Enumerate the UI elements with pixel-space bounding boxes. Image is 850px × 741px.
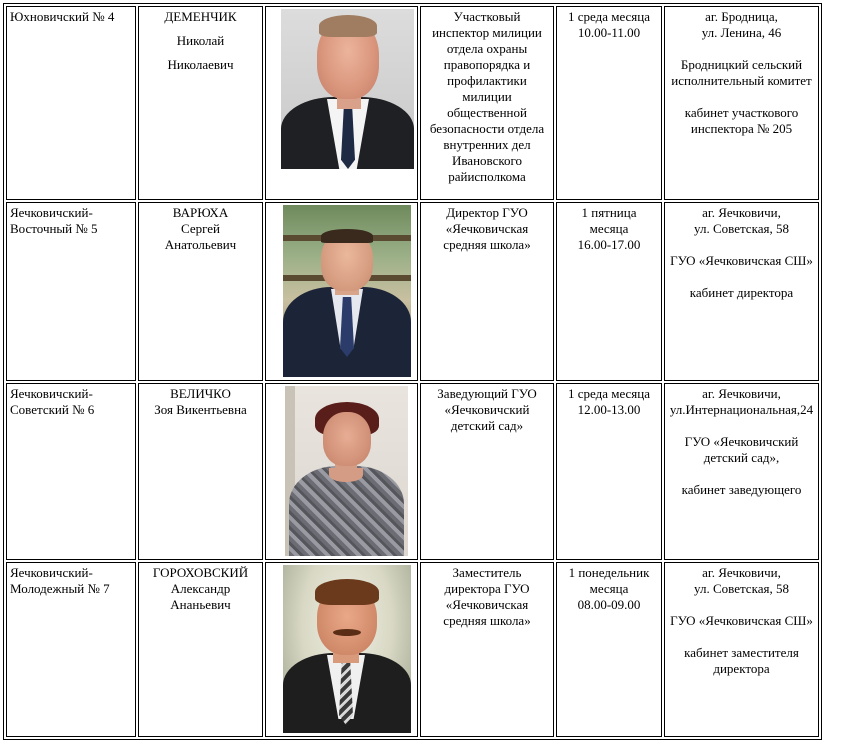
place-organization: Бродницкий сельский исполнительный комитет <box>671 57 812 88</box>
reception-day: 1 среда месяца <box>567 9 651 24</box>
reception-period: месяца <box>589 221 629 236</box>
deputy-reception-table <box>3 3 822 740</box>
district-name: Юхновичский № 4 <box>10 9 115 24</box>
reception-day: 1 среда месяца <box>567 386 651 401</box>
place-organization: ГУО «Яечковичская СШ» <box>670 253 813 268</box>
district-cell <box>6 202 136 381</box>
photo-cell <box>265 562 418 737</box>
schedule-cell <box>556 562 662 737</box>
place-settlement: аг. Яечковичи, <box>702 565 781 580</box>
table-row <box>6 562 819 737</box>
photo-cell <box>265 6 418 200</box>
reception-day: 1 понедельник <box>568 565 650 580</box>
first-and-patronymic: Зоя Викентьевна <box>154 402 247 417</box>
table-row <box>6 6 819 200</box>
position-text: Участковый инспектор милиции отдела охраны правопорядка и профилактики милиции общественной безопасности отдела внутренних дел Ивановского райисполкома <box>429 9 545 184</box>
deputy-photo <box>285 386 408 556</box>
reception-hours: 16.00-17.00 <box>577 237 641 252</box>
place-street: ул. Ленина, 46 <box>701 25 782 40</box>
schedule-cell <box>556 202 662 381</box>
first-name: Сергей <box>181 221 220 236</box>
patronymic: Николаевич <box>167 57 234 72</box>
name-cell <box>138 6 263 200</box>
district-name: Яечковичский-Советский № 6 <box>10 386 95 417</box>
first-name: Александр <box>170 581 231 596</box>
position-cell <box>420 562 554 737</box>
position-text: Директор ГУО «Яечковичская средняя школа» <box>443 205 531 252</box>
table-row <box>6 383 819 560</box>
surname: ГОРОХОВСКИЙ <box>152 565 249 580</box>
district-cell <box>6 6 136 200</box>
name-cell <box>138 202 263 381</box>
place-settlement: аг. Яечковичи, <box>702 205 781 220</box>
district-name: Яечковичский-Восточный № 5 <box>10 205 98 236</box>
surname: ВЕЛИЧКО <box>170 386 231 401</box>
schedule-cell <box>556 6 662 200</box>
district-name: Яечковичский-Молодежный № 7 <box>10 565 110 596</box>
reception-hours: 12.00-13.00 <box>577 402 641 417</box>
place-street: ул. Советская, 58 <box>694 221 789 236</box>
place-settlement: аг. Яечковичи, <box>702 386 781 401</box>
district-cell <box>6 383 136 560</box>
place-cell <box>664 562 819 737</box>
reception-hours: 10.00-11.00 <box>577 25 641 40</box>
place-settlement: аг. Бродница, <box>705 9 778 24</box>
deputy-photo <box>283 565 411 733</box>
name-cell <box>138 383 263 560</box>
position-cell <box>420 383 554 560</box>
reception-day: 1 пятница <box>581 205 637 220</box>
name-cell <box>138 562 263 737</box>
table-row <box>6 202 819 381</box>
deputy-photo <box>281 9 414 169</box>
district-cell <box>6 562 136 737</box>
place-organization: ГУО «Яечковичский детский сад», <box>684 434 799 465</box>
schedule-cell <box>556 383 662 560</box>
place-room: кабинет участкового инспектора № 205 <box>684 105 799 136</box>
place-cell <box>664 6 819 200</box>
first-name: Николай <box>176 33 225 48</box>
place-room: кабинет заместителя директора <box>684 645 799 676</box>
reception-hours: 08.00-09.00 <box>577 597 641 612</box>
place-cell <box>664 202 819 381</box>
position-cell <box>420 6 554 200</box>
surname: ДЕМЕНЧИК <box>164 9 237 24</box>
surname: ВАРЮХА <box>172 205 229 220</box>
place-room: кабинет директора <box>689 285 794 300</box>
place-organization: ГУО «Яечковичская СШ» <box>670 613 813 628</box>
place-street: ул.Интернациональная,24 <box>669 402 814 417</box>
deputy-photo <box>283 205 411 377</box>
position-text: Заместитель директора ГУО «Яечковичская средняя школа» <box>443 565 531 628</box>
photo-cell <box>265 202 418 381</box>
place-street: ул. Советская, 58 <box>694 581 789 596</box>
position-text: Заведующий ГУО «Яечковичский детский сад» <box>437 386 537 433</box>
place-cell <box>664 383 819 560</box>
reception-period: месяца <box>589 581 629 596</box>
place-room: кабинет заведующего <box>681 482 802 497</box>
patronymic: Ананьевич <box>170 597 231 612</box>
photo-cell <box>265 383 418 560</box>
position-cell <box>420 202 554 381</box>
patronymic: Анатольевич <box>164 237 237 252</box>
